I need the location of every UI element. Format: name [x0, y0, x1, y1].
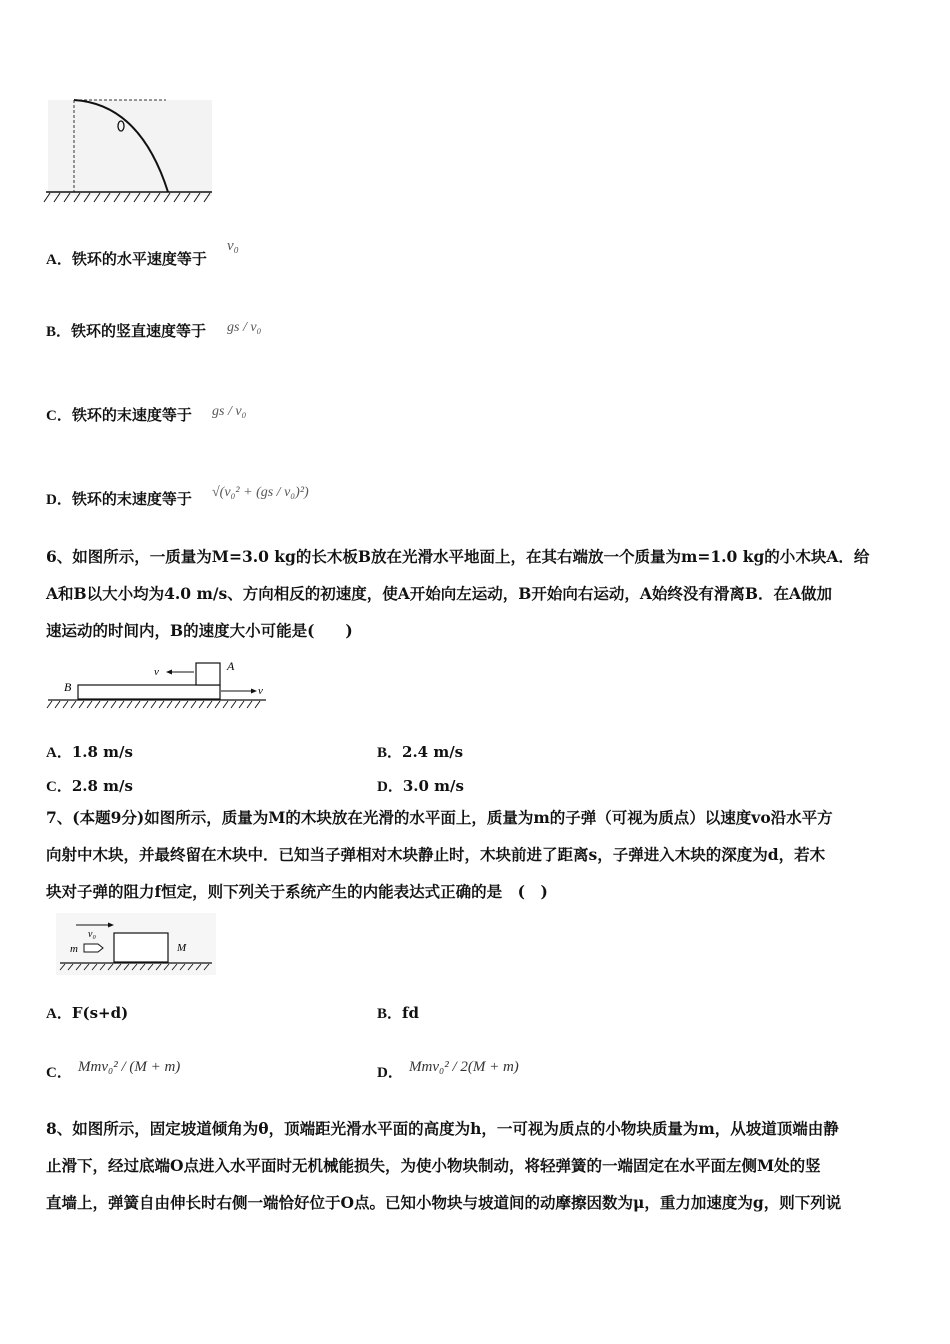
wood-block: [114, 933, 168, 962]
q7-option-c-formula: Mmv₀² / (M + m): [78, 1059, 181, 1075]
q6-option-d[interactable]: [377, 775, 464, 796]
block-a: [196, 663, 220, 685]
q6-line-2: A和B以大小均为4.0 m/s、方向相反的初速度，使A开始向左运动，B开始向右运动，A始终没有滑离B．在A做加: [46, 584, 833, 603]
option-text: 铁环的竖直速度等于: [71, 322, 207, 340]
q6-figure: [44, 655, 270, 711]
label-v0: v₀: [88, 929, 96, 940]
q5-option-a[interactable]: [46, 248, 207, 269]
q5-option-a-formula: v₀: [227, 238, 239, 254]
q7-stem: [46, 799, 908, 910]
q6-line-1-text: 如图所示，一质量为M=3.0 kg的长木板B放在光滑水平地面上，在其右端放一个质量为m=1.0 kg的小木块A．给: [72, 547, 870, 566]
option-label: D．: [46, 492, 72, 508]
q6-number: 6、: [46, 547, 73, 566]
q5-option-c-formula: gs / v₀: [212, 404, 247, 419]
q7-line-2: 向射中木块，并最终留在木块中．已知当子弹相对木块静止时，木块前进了距离s，子弹进入木块的深度为d，若木: [46, 845, 826, 864]
label-v-left: v: [154, 666, 159, 678]
option-label: C．: [46, 408, 72, 424]
q8-number: 8、: [46, 1119, 73, 1138]
q5-option-b-formula: gs / v₀: [227, 320, 262, 335]
q7-line-1-text: (本题9分)如图所示，质量为M的木块放在光滑的水平面上，质量为m的子弹（可视为质点）以速度vo沿水平方: [72, 808, 833, 827]
option-text: 铁环的末速度等于: [71, 406, 192, 424]
q7-option-d[interactable]: [377, 1061, 403, 1082]
q7-number: 7、: [46, 808, 73, 827]
option-label: A．: [46, 745, 72, 761]
option-text: 2.8 m/s: [71, 777, 133, 795]
option-label: B．: [377, 1006, 403, 1022]
option-label: C．: [46, 1065, 72, 1081]
option-label: C．: [46, 779, 72, 795]
q7-option-c[interactable]: [46, 1061, 72, 1082]
label-block-m: M: [177, 942, 187, 954]
q7-option-d-formula: Mmv₀² / 2(M + m): [409, 1059, 519, 1075]
q6-option-b[interactable]: [377, 741, 463, 762]
q6-stem: [46, 538, 908, 649]
option-text: fd: [402, 1004, 419, 1022]
option-label: B．: [46, 324, 72, 340]
label-m: m: [70, 943, 78, 955]
option-text: 铁环的末速度等于: [71, 490, 192, 508]
option-text: 1.8 m/s: [71, 743, 133, 761]
q6-line-3: 速运动的时间内，B的速度大小可能是( ): [46, 621, 353, 640]
option-label: B．: [377, 745, 403, 761]
bullet: [84, 944, 103, 952]
q6-line-1: [46, 538, 908, 575]
q6-option-c[interactable]: [46, 775, 133, 796]
label-v-right: v: [258, 685, 263, 697]
option-text: F(s+d): [71, 1004, 129, 1022]
option-text: 2.4 m/s: [402, 743, 464, 761]
q5-option-d[interactable]: [46, 488, 192, 509]
q7-line-1: [46, 799, 908, 836]
q7-option-b[interactable]: [377, 1002, 419, 1023]
label-a: A: [227, 659, 235, 673]
q8-line-1: [46, 1110, 908, 1147]
q5-option-c[interactable]: [46, 404, 192, 425]
q7-line-3: 块对子弹的阻力f恒定，则下列关于系统产生的内能表达式正确的是 ( ): [46, 882, 548, 901]
q8-line-1-text: 如图所示，固定坡道倾角为θ，顶端距光滑水平面的高度为h，一可视为质点的小物块质量为m，从坡道顶端由静: [72, 1119, 839, 1138]
q6-option-a[interactable]: [46, 741, 133, 762]
label-b: B: [64, 680, 72, 694]
q8-line-3: 直墙上，弹簧自由伸长时右侧一端恰好位于O点。已知小物块与坡道间的动摩擦因数为μ，重力加速度为g，则下列说: [46, 1193, 842, 1212]
q5-option-b[interactable]: [46, 320, 206, 341]
q5-option-d-formula: √(v₀² + (gs / v₀)²): [212, 485, 309, 500]
q7-option-a[interactable]: [46, 1002, 128, 1023]
q8-line-2: 止滑下，经过底端O点进入水平面时无机械能损失，为使小物块制动，将轻弹簧的一端固定在水平面左侧M处的竖: [46, 1156, 821, 1175]
option-label: A．: [46, 252, 72, 268]
q8-stem: [46, 1110, 908, 1221]
option-text: 3.0 m/s: [402, 777, 464, 795]
board-b: [78, 685, 220, 699]
q5-figure: [40, 90, 220, 208]
option-label: A．: [46, 1006, 72, 1022]
option-text: 铁环的水平速度等于: [71, 250, 207, 268]
option-label: D．: [377, 1065, 403, 1081]
option-label: D．: [377, 779, 403, 795]
q7-figure: [56, 913, 216, 975]
